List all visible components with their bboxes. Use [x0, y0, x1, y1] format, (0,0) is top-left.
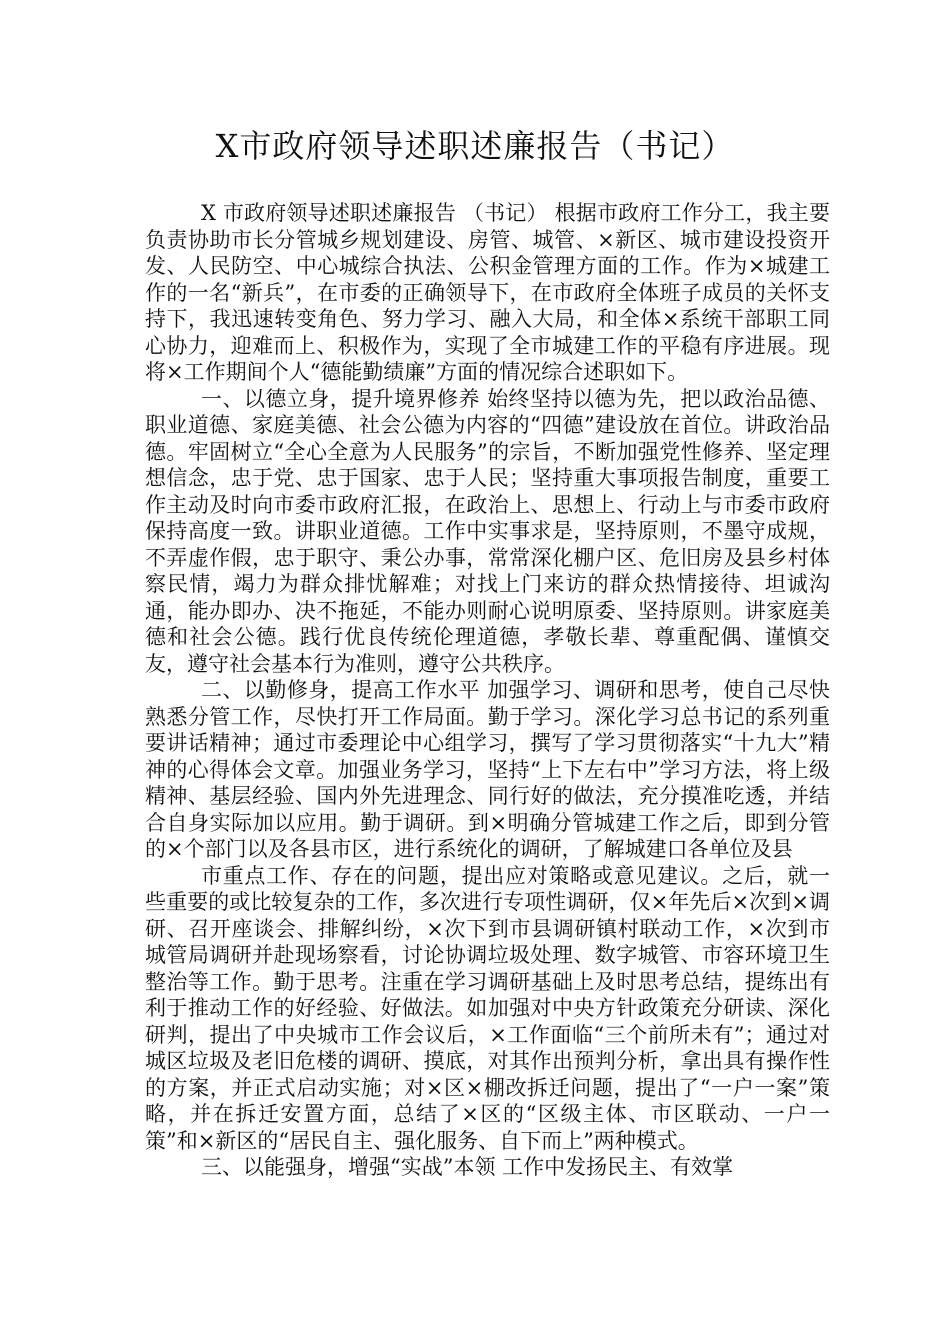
- section-two-paragraph: 二、以勤修身，提高工作水平 加强学习、调研和思考，使自己尽快熟悉分管工作，尽快打开工作局面。勤于学习。深化学习总书记的系列重要讲话精神；通过市委理论中心组学习，撰写了学习贯彻落实“十九大”精神的心得体会文章。加强业务学习，坚持“上下左右中”学习方法，将上级精神、基层经验、国内外先进理念、同行好的做法，充分摸准吃透，并结合自身实际加以应用。勤于调研。到×明确分管城建工作之后，即到分管的×个部门以及各县市区，进行系统化的调研，了解城建口各单位及县: [145, 678, 830, 861]
- section-two-continued-paragraph: 市重点工作、存在的问题，提出应对策略或意见建议。之后，就一些重要的或比较复杂的工作，多次进行专项性调研，仅×年先后×次到×调研、召开座谈会、排解纠纷，×次下到市县调研镇村联动工作，×次到市城管局调研并赴现场察看，讨论协调垃圾处理、数字城管、市容环境卫生整治等工作。勤于思考。注重在学习调研基础上及时思考总结，提练出有利于推动工作的好经验、好做法。如加强对中央方针政策充分研读、深化研判，提出了中央城市工作会议后，×工作面临“三个前所未有”；通过对城区垃圾及老旧危楼的调研、摸底，对其作出预判分析，拿出具有操作性的方案，并正式启动实施；对×区×棚改拆迁问题，提出了“一户一案”策略，并在拆迁安置方面，总结了×区的“区级主体、市区联动、一户一策”和×新区的“居民自主、强化服务、自下而上”两种模式。: [145, 863, 830, 1153]
- document-body: [145, 200, 830, 1181]
- section-three-paragraph: 三、以能强身，增强“实战”本领 工作中发扬民主、有效掌: [201, 1155, 734, 1179]
- intro-paragraph: X 市政府领导述职述廉报告 （书记） 根据市政府工作分工，我主要负责协助市长分管城乡规划建设、房管、城管、×新区、城市建设投资开发、人民防空、中心城综合执法、公积金管理方面的工作。作为×城建工作的一名“新兵”，在市委的正确领导下，在市政府全体班子成员的关怀支持下，我迅速转变角色、努力学习、融入大局，和全体×系统干部职工同心协力，迎难而上、积极作为，实现了全市城建工作的平稳有序进展。现将×工作期间个人“德能勤绩廉”方面的情况综合述职如下。: [145, 201, 830, 384]
- section-one-paragraph: 一、以德立身，提升境界修养 始终坚持以德为先，把以政治品德、职业道德、家庭美德、社会公德为内容的“四德”建设放在首位。讲政治品德。牢固树立“全心全意为人民服务”的宗旨，不断加强党性修养、坚定理想信念，忠于党、忠于国家、忠于人民；坚持重大事项报告制度，重要工作主动及时向市委市政府汇报，在政治上、思想上、行动上与市委市政府保持高度一致。讲职业道德。工作中实事求是，坚持原则，不墨守成规，不弄虚作假，忠于职守、秉公办事，常常深化棚户区、危旧房及县乡村体察民情，竭力为群众排忧解难；对找上门来访的群众热情接待、坦诚沟通，能办即办、决不拖延，不能办则耐心说明原委、坚持原则。讲家庭美德和社会公德。践行优良传统伦理道德，孝敬长辈、尊重配偶、谨慎交友，遵守社会基本行为准则，遵守公共秩序。: [145, 386, 830, 676]
- document-title: X市政府领导述职述廉报告（书记）: [215, 127, 735, 165]
